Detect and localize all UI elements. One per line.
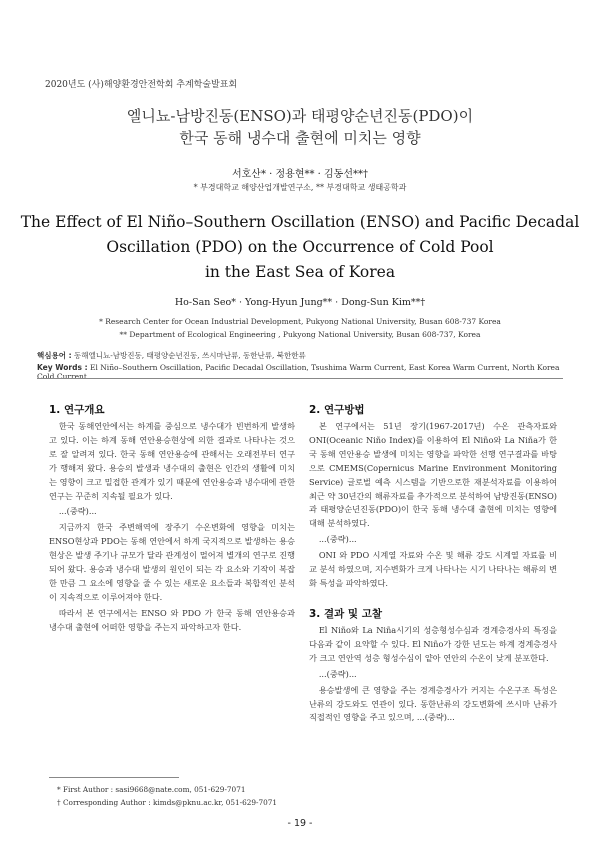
english-authors: Ho-San Seo* · Yong-Hyun Jung** · Dong-Sun Kim**† bbox=[174, 297, 426, 308]
english-affiliation-1: * Research Center for Ocean Industrial Development, Pukyong National University, Busan 608-737 Korea bbox=[99, 317, 501, 326]
section2-paragraph: 본 연구에서는 51년 장기(1967-2017년) 수온 관측자료와 ONI(Oceanic Niño Index)를 이용하여 El Niño와 La Niña가 한국 동해 연안용승 발생에 미치는 영향을 파악한 선행 연구결과를 바탕으로 CMEMS(Copernicus Marine Environment Monitoring Service) 글로벌 예측 시스템을 기반으로한 재분석자료를 이용하여 최근 약 30년간의 해류자료를 추가적으로 분석하여 남방진동(ENSO)과 태평양순년진동(PDO)이 한국 동해 냉수대 출현에 미치는 영향에 대해 분석하였다. bbox=[309, 421, 557, 529]
footnote-corresponding-author: † Corresponding Author : kimds@pknu.ac.kr, 051-629-7071 bbox=[57, 798, 278, 807]
keywords-korean bbox=[37, 350, 567, 361]
page-number: - 19 - bbox=[287, 818, 313, 829]
section1-paragraph: 한국 동해연안에서는 하계를 중심으로 냉수대가 빈번하게 발생하고 있다. 이는 하계 동해 연안용승현상에 의한 결과로 나타나는 것으로 잘 알려져 있다. 한국 동해 연안용승에 관해서는 오래전부터 연구가 행해져 왔다. 용승의 발생과 냉수대의 출현은 인간의 생활에 미치는 영향이 크고 밀접한 관계가 있기 때문에 연안용승과 냉수대에 관한 연구는 꾸준히 지속될 필요가 있다. bbox=[49, 421, 295, 501]
korean-authors: 서호산* · 정용현** · 김동선**† bbox=[231, 169, 368, 180]
english-title-line2: Oscillation (PDO) on the Occurrence of Cold Pool bbox=[106, 238, 494, 256]
korean-title-line1: 엘니뇨-남방진동(ENSO)과 태평양순년진동(PDO)이 bbox=[126, 107, 474, 125]
keywords-korean-text: 동해엘니뇨-남방진동, 태평양순년진동, 쓰시마난류, 동한난류, 북한한류 bbox=[73, 351, 306, 360]
section3-paragraph: 용승발생에 큰 영향을 주는 경계층경사가 커지는 수온구조 특성은 난류의 강도와도 연관이 있다. 동한난류의 강도변화에 쓰시마 난류가 직접적인 영향을 주고 있으며, ...(중략)... bbox=[309, 684, 557, 723]
english-title-line3: in the East Sea of Korea bbox=[204, 263, 396, 281]
section1-paragraph: 따라서 본 연구에서는 ENSO 와 PDO 가 한국 동해 연안용승과 냉수대 출현에 어떠한 영향을 주는지 파악하고자 한다. bbox=[49, 607, 295, 632]
header-divider bbox=[37, 378, 563, 379]
keywords-english-label: Key Words : bbox=[37, 363, 88, 372]
korean-title-line2: 한국 동해 냉수대 출현에 미치는 영향 bbox=[179, 129, 421, 147]
section2-heading: 2. 연구방법 bbox=[309, 404, 365, 416]
keywords-korean-label: 핵심용어 : bbox=[37, 351, 72, 360]
section2-paragraph: ONI 와 PDO 시계열 자료와 수온 및 해류 강도 시계열 자료를 비교 분석 하였으며, 지수변화가 크게 나타나는 시기 나타나는 해류의 변화 특성을 파악하였다. bbox=[309, 550, 557, 588]
footnote-divider bbox=[49, 777, 179, 778]
section1-heading: 1. 연구개요 bbox=[49, 404, 105, 416]
section2-paragraph: ...(중략)... bbox=[318, 534, 357, 545]
english-title-line1: The Effect of El Niño–Southern Oscillation (ENSO) and Pacific Decadal bbox=[20, 213, 580, 231]
section1-paragraph: 지금까지 한국 주변해역에 장주기 수온변화에 영향을 미치는 ENSO현상과 PDO는 동해 연안에서 하계 국지적으로 발생하는 용승현상은 발생 주기나 규모가 달라 관계성이 멀어져 별개의 연구로 진행되어 왔다. 용승과 냉수대 발생의 원인이 되는 각 요소와 기작이 복잡한 만큼 그 요소에 영향을 줄 수 있는 새로운 요소들과 복합적인 분석이 지속적으로 이루어져야 한다. bbox=[49, 522, 295, 602]
section3-body bbox=[309, 624, 557, 725]
section2-body bbox=[309, 420, 557, 591]
section3-paragraph: El Niño와 La Niña시기의 성층형성수심과 경계층경사의 특징을 다음과 같이 요약할 수 있다. El Niño가 강한 년도는 하계 경계층경사가 크고 연안역 성층 형성수심이 얕아 연안의 수온이 낮게 분포한다. bbox=[309, 625, 557, 663]
english-affiliation-2: ** Department of Ecological Engineering , Pukyong National University, Busan 608-737, Korea bbox=[119, 330, 481, 339]
footnote-first-author: * First Author : sasi9668@nate.com, 051-629-7071 bbox=[57, 785, 246, 794]
section1-paragraph: ...(중략)... bbox=[58, 506, 97, 517]
keywords-english-text: El Niño–Southern Oscillation, Pacific Decadal Oscillation, Tsushima Warm Current, East Korea Warm Current, North Korea Cold Current bbox=[37, 363, 560, 381]
section3-paragraph: ...(중략)... bbox=[318, 668, 357, 679]
section3-heading: 3. 결과 및 고찰 bbox=[309, 608, 382, 620]
conference-header: 2020년도 (사)해양환경안전학회 추계학술발표회 bbox=[45, 80, 238, 90]
section1-body bbox=[49, 420, 295, 635]
korean-affiliations: * 부경대학교 해양산업개발연구소, ** 부경대학교 생태공학과 bbox=[193, 183, 407, 192]
